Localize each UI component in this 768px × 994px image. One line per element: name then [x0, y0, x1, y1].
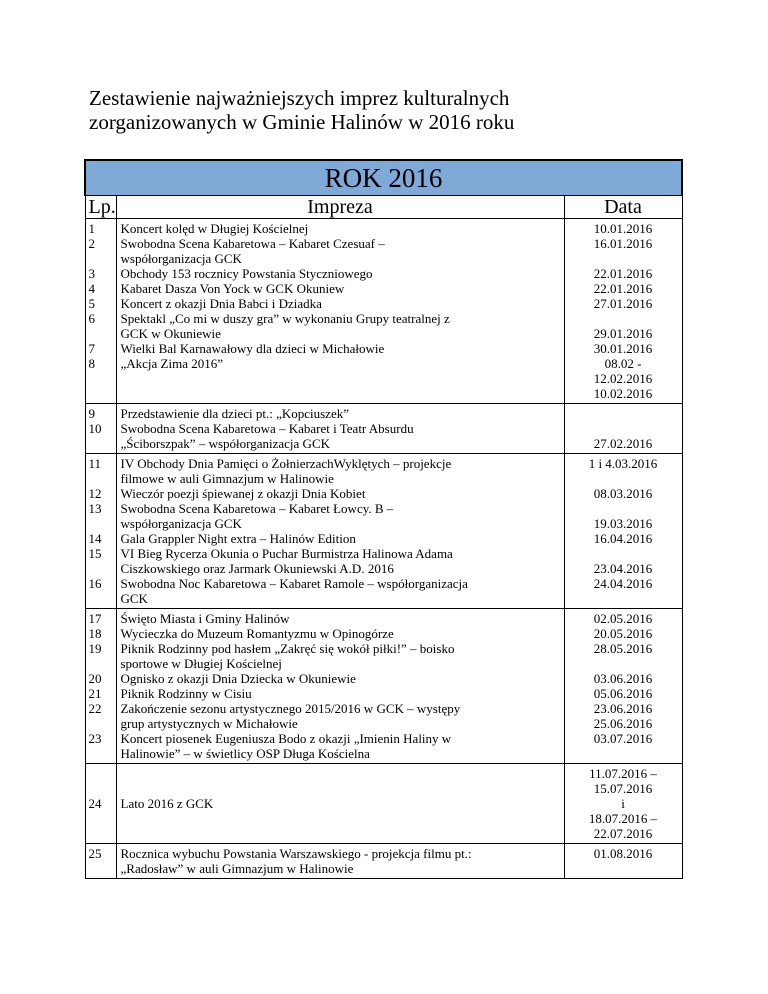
event-line: „Ściborszpak” – współorganizacja GCK	[120, 436, 331, 451]
document-title-line-2: zorganizowanych w Gminie Halinów w 2016 roku	[89, 110, 515, 134]
row-number: 15	[88, 546, 102, 561]
event-line: filmowe w auli Gimnazjum w Halinowie	[120, 471, 334, 486]
row-number: 13	[88, 501, 102, 516]
row-number: 24	[88, 796, 102, 811]
table-row	[85, 404, 682, 454]
row-number: 16	[88, 576, 102, 591]
event-line: GCK	[120, 591, 148, 606]
date-cell	[564, 219, 682, 404]
lp-cell	[85, 844, 116, 879]
event-line: Koncert piosenek Eugeniusza Bodo z okazji „Imienin Haliny w	[120, 731, 452, 746]
row-number: 4	[88, 281, 95, 296]
event-cell	[116, 454, 564, 609]
event-line: Przedstawienie dla dzieci pt.: „Kopciuszek”	[120, 406, 349, 421]
table-row	[85, 219, 682, 404]
event-line: „Akcja Zima 2016”	[120, 356, 224, 371]
date-line: i	[621, 796, 625, 811]
lp-cell	[85, 404, 116, 454]
event-line: współorganizacja GCK	[120, 516, 242, 531]
row-number: 2	[88, 236, 95, 251]
date-line: 12.02.2016	[593, 371, 653, 386]
date-line: 27.01.2016	[593, 296, 653, 311]
date-line: 05.06.2016	[593, 686, 653, 701]
date-line: 08.03.2016	[593, 486, 653, 501]
row-number	[86, 471, 116, 486]
date-line	[565, 656, 682, 671]
row-number	[86, 561, 116, 576]
date-line: 27.02.2016	[593, 436, 653, 451]
row-number	[86, 781, 116, 796]
date-line	[565, 251, 682, 266]
date-line: 03.06.2016	[593, 671, 653, 686]
event-line: Ciszkowskiego oraz Jarmark Okuniewski A.D. 2016	[120, 561, 394, 576]
date-line: 01.08.2016	[593, 846, 653, 861]
row-number	[86, 716, 116, 731]
row-number: 18	[88, 626, 102, 641]
date-line: 30.01.2016	[593, 341, 653, 356]
date-line: 25.06.2016	[593, 716, 653, 731]
event-cell	[116, 404, 564, 454]
event-cell	[116, 609, 564, 764]
event-line: Wieczór poezji śpiewanej z okazji Dnia Kobiet	[120, 486, 366, 501]
date-line: 22.07.2016	[593, 826, 653, 841]
date-line	[565, 311, 682, 326]
date-line: 20.05.2016	[593, 626, 653, 641]
date-line: 02.05.2016	[593, 611, 653, 626]
event-line: Wycieczka do Muzeum Romantyzmu w Opinogórze	[120, 626, 394, 641]
event-line: Piknik Rodzinny w Cisiu	[120, 686, 252, 701]
row-number: 7	[88, 341, 95, 356]
event-line: Swobodna Scena Kabaretowa – Kabaret Łowcy. B –	[120, 501, 394, 516]
date-cell	[564, 454, 682, 609]
header-date: Data	[564, 196, 682, 219]
row-number	[86, 656, 116, 671]
row-number: 5	[88, 296, 95, 311]
event-line: Święto Miasta i Gminy Halinów	[120, 611, 290, 626]
events-table	[84, 159, 683, 879]
event-line: Halinowie” – w świetlicy OSP Długa Kościelna	[120, 746, 370, 761]
event-line: Spektakl „Co mi w duszy gra” w wykonaniu Grupy teatralnej z	[120, 311, 450, 326]
event-line	[117, 781, 564, 796]
date-line	[565, 546, 682, 561]
date-line: 23.06.2016	[593, 701, 653, 716]
row-number: 19	[88, 641, 102, 656]
table-row	[85, 609, 682, 764]
date-line: 16.04.2016	[593, 531, 653, 546]
document-title	[89, 86, 609, 134]
row-number: 3	[88, 266, 95, 281]
event-line: Piknik Rodzinny pod hasłem „Zakręć się wokół piłki!” – boisko	[120, 641, 455, 656]
date-line: 28.05.2016	[593, 641, 653, 656]
event-line: Obchody 153 rocznicy Powstania Styczniowego	[120, 266, 373, 281]
event-line: Swobodna Scena Kabaretowa – Kabaret i Teatr Absurdu	[120, 421, 414, 436]
date-cell	[564, 404, 682, 454]
event-line: Kabaret Dasza Von Yock w GCK Okuniew	[120, 281, 345, 296]
event-line: współorganizacja GCK	[120, 251, 242, 266]
lp-cell	[85, 219, 116, 404]
event-line: Swobodna Noc Kabaretowa – Kabaret Ramole – współorganizacja	[120, 576, 468, 591]
date-line: 15.07.2016	[593, 781, 653, 796]
event-line: Zakończenie sezonu artystycznego 2015/2016 w GCK – występy	[120, 701, 461, 716]
event-line: Ognisko z okazji Dnia Dziecka w Okuniewie	[120, 671, 356, 686]
date-line: 23.04.2016	[593, 561, 653, 576]
event-line: Wielki Bal Karnawałowy dla dzieci w Michałowie	[120, 341, 385, 356]
lp-cell	[85, 454, 116, 609]
row-number: 10	[88, 421, 102, 436]
date-line	[565, 501, 682, 516]
event-line: sportowe w Długiej Kościelnej	[120, 656, 282, 671]
row-number: 23	[88, 731, 102, 746]
header-lp: Lp.	[85, 196, 116, 219]
event-line: Koncert kolęd w Długiej Kościelnej	[120, 221, 309, 236]
date-line: 22.01.2016	[593, 266, 653, 281]
event-cell	[116, 764, 564, 844]
date-line: 08.02 -	[604, 356, 642, 371]
row-number: 22	[88, 701, 102, 716]
date-cell	[564, 609, 682, 764]
event-line	[117, 766, 564, 781]
row-number: 6	[88, 311, 95, 326]
row-number	[86, 251, 116, 266]
date-line: 24.04.2016	[593, 576, 653, 591]
row-number	[86, 766, 116, 781]
date-line: 1 i 4.03.2016	[588, 456, 658, 471]
table-header-row	[85, 196, 682, 219]
date-line: 18.07.2016 –	[588, 811, 658, 826]
date-line: 29.01.2016	[593, 326, 653, 341]
row-number: 21	[88, 686, 102, 701]
row-number: 9	[88, 406, 95, 421]
event-line: Swobodna Scena Kabaretowa – Kabaret Czesuaf –	[120, 236, 385, 251]
table-row	[85, 454, 682, 609]
row-number: 14	[88, 531, 102, 546]
event-line: IV Obchody Dnia Pamięci o ŻołnierzachWyklętych – projekcje	[120, 456, 452, 471]
event-line: grup artystycznych w Michałowie	[120, 716, 298, 731]
row-number	[86, 516, 116, 531]
event-line: „Radosław” w auli Gimnazjum w Halinowie	[120, 861, 354, 876]
table-row	[85, 764, 682, 844]
date-cell	[564, 764, 682, 844]
event-line: VI Bieg Rycerza Okunia o Puchar Burmistrza Halinowa Adama	[120, 546, 453, 561]
lp-cell	[85, 609, 116, 764]
row-number: 25	[88, 846, 102, 861]
date-line: 11.07.2016 –	[589, 766, 657, 781]
row-number: 17	[88, 611, 102, 626]
row-number: 12	[88, 486, 102, 501]
event-line: Gala Grappler Night extra – Halinów Edition	[120, 531, 356, 546]
date-line: 10.01.2016	[593, 221, 653, 236]
row-number: 20	[88, 671, 102, 686]
date-line: 19.03.2016	[593, 516, 653, 531]
year-heading: ROK 2016	[85, 160, 682, 196]
event-cell	[116, 219, 564, 404]
date-cell	[564, 844, 682, 879]
row-number	[86, 326, 116, 341]
row-number: 8	[88, 356, 95, 371]
event-line: GCK w Okuniewie	[120, 326, 221, 341]
table-row	[85, 844, 682, 879]
event-cell	[116, 844, 564, 879]
event-line: Rocznica wybuchu Powstania Warszawskiego - projekcja filmu pt.:	[120, 846, 472, 861]
date-line	[565, 471, 682, 486]
header-event: Impreza	[116, 196, 564, 219]
document-title-line-1: Zestawienie najważniejszych imprez kulturalnych	[89, 86, 510, 110]
date-line	[565, 421, 682, 436]
date-line: 03.07.2016	[593, 731, 653, 746]
date-line: 10.02.2016	[593, 386, 653, 401]
date-line	[565, 406, 682, 421]
event-line: Koncert z okazji Dnia Babci i Dziadka	[120, 296, 322, 311]
event-line: Lato 2016 z GCK	[120, 796, 214, 811]
row-number: 1	[88, 221, 95, 236]
lp-cell	[85, 764, 116, 844]
date-line: 16.01.2016	[593, 236, 653, 251]
date-line: 22.01.2016	[593, 281, 653, 296]
row-number: 11	[88, 456, 102, 471]
